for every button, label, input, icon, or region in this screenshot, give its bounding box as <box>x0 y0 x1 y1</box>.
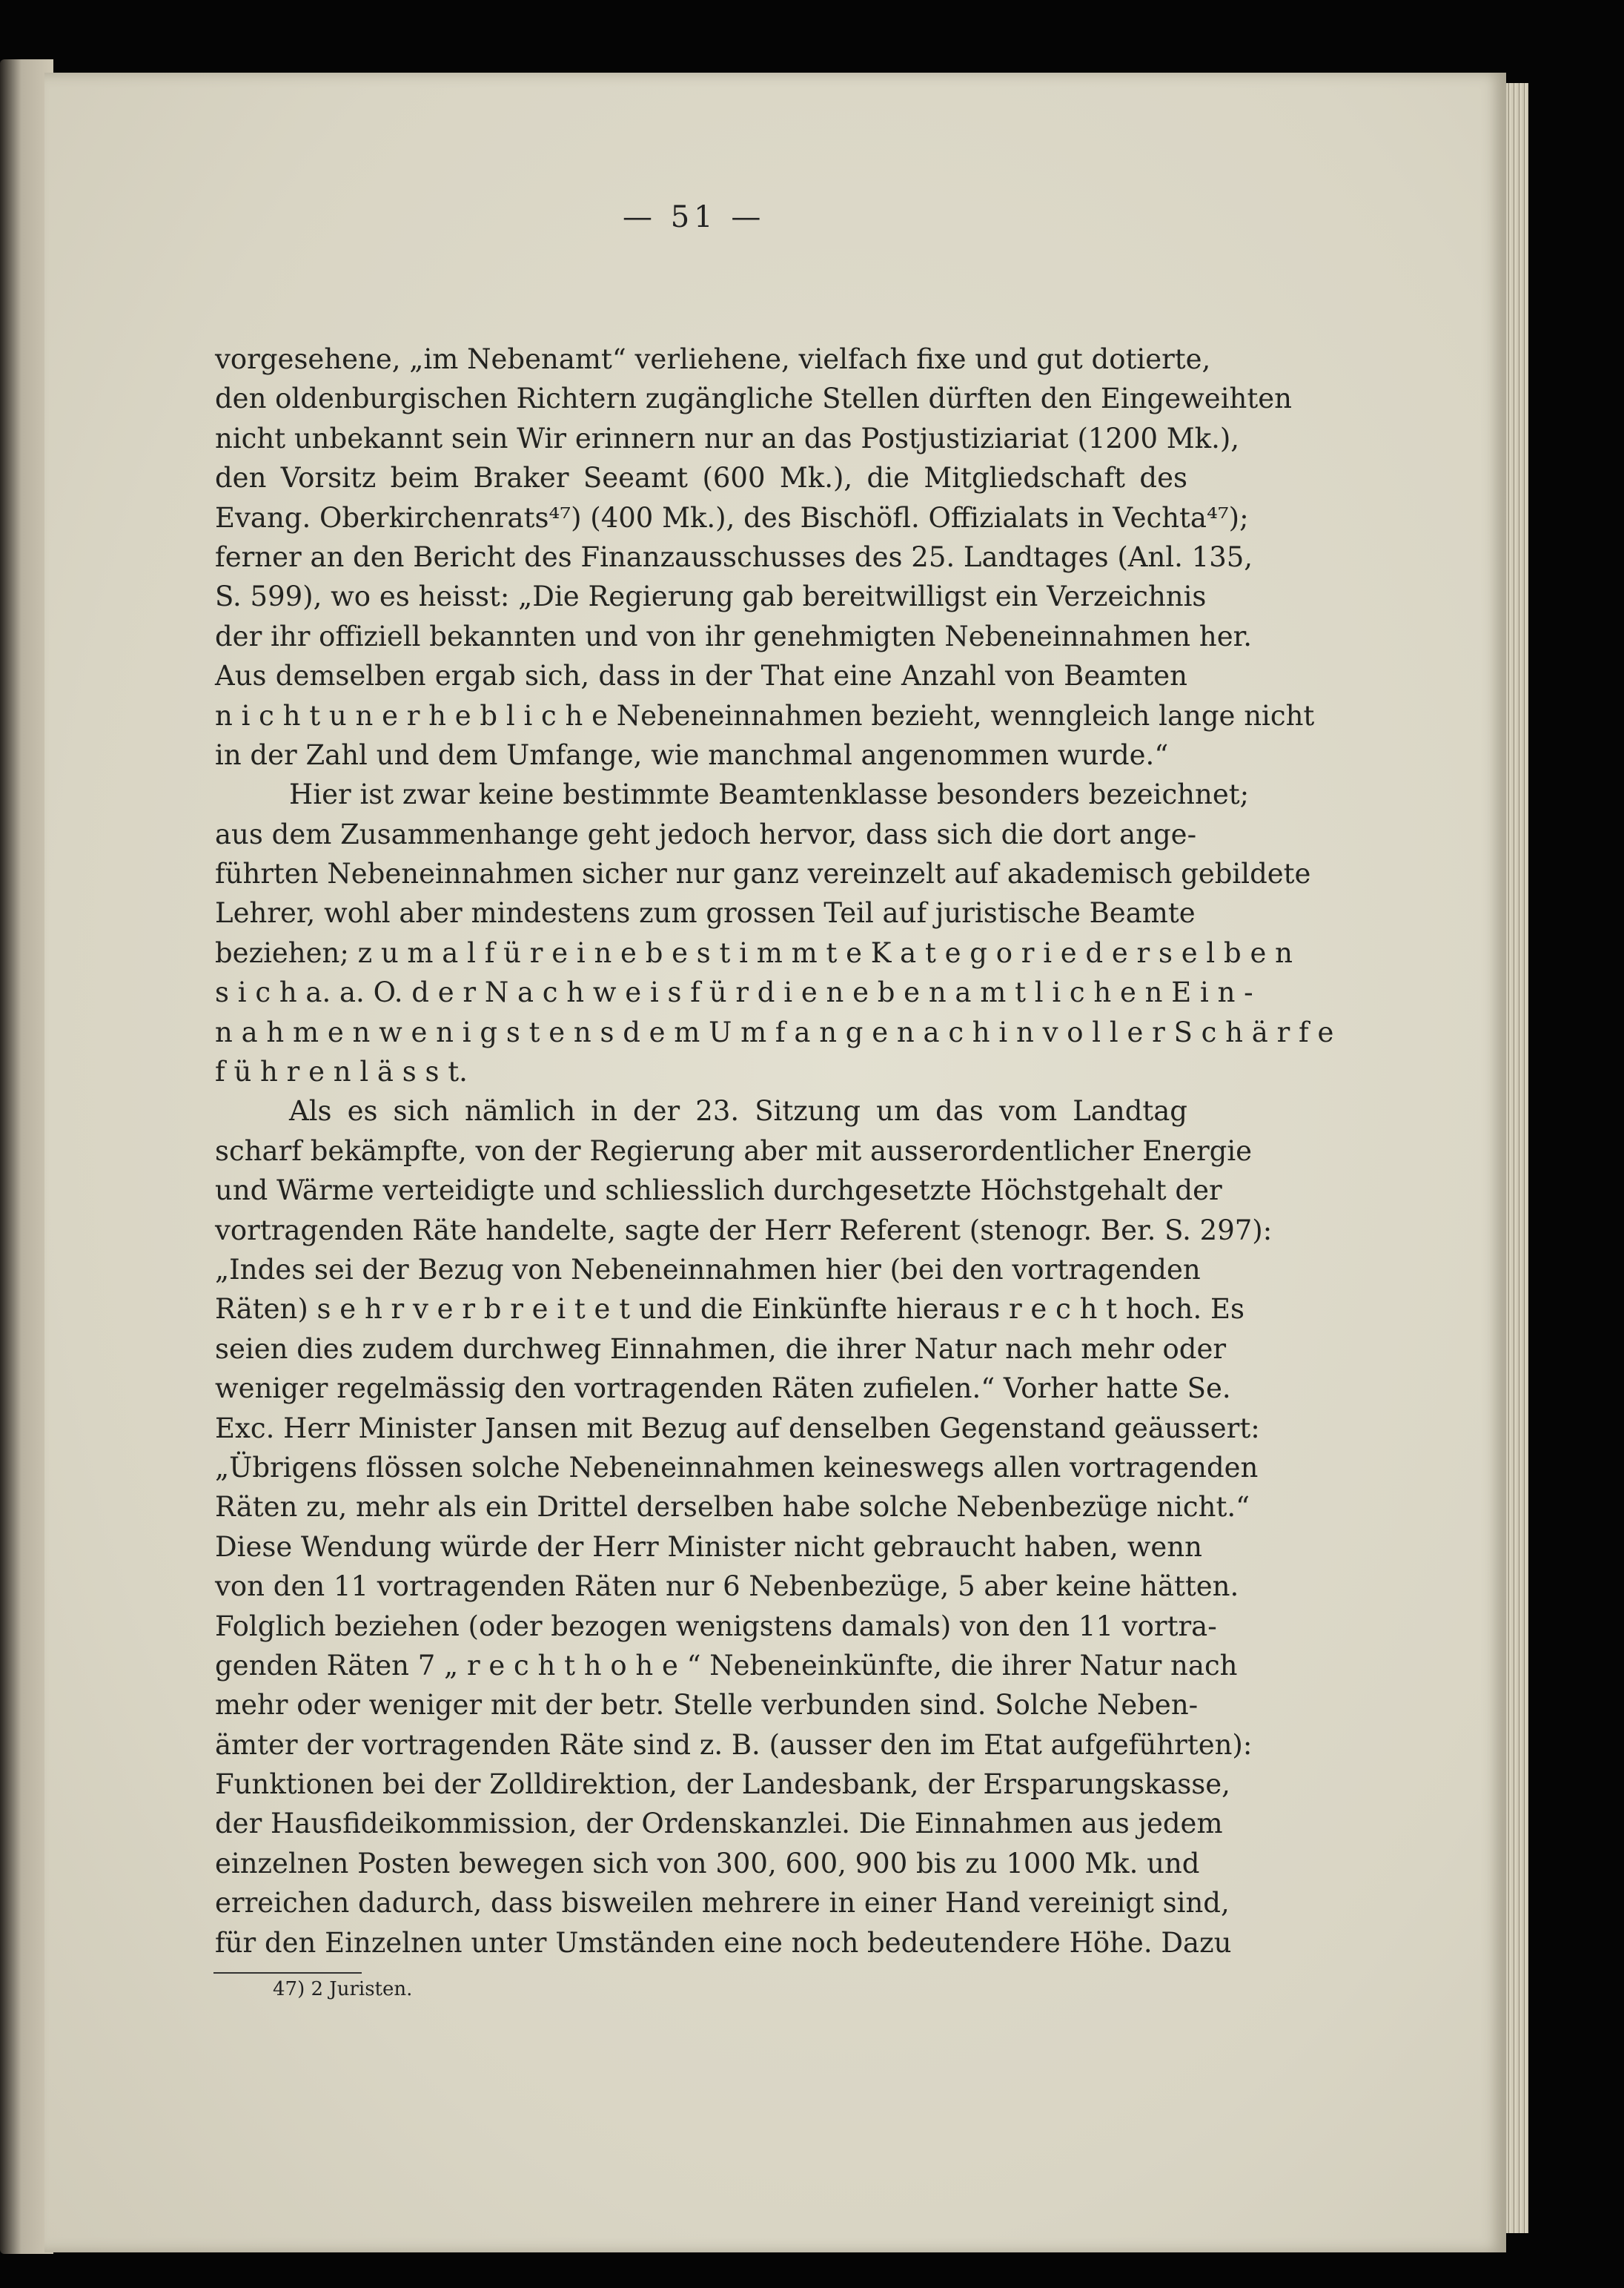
text-line: den oldenburgischen Richtern zugängliche Stellen dürften den Eingeweihten <box>215 383 1292 415</box>
text-line: s i c h a. a. O. d e r N a c h w e i s f ü r d i e n e b e n a m t l i c h e n E i n - <box>215 976 1253 1009</box>
text-line: und Wärme verteidigte und schliesslich durchgesetzte Höchstgehalt der <box>215 1174 1222 1207</box>
text-line: n i c h t u n e r h e b l i c h e Nebeneinnahmen bezieht, wenngleich lange nicht <box>215 699 1315 732</box>
text-line: „Indes sei der Bezug von Nebeneinnahmen hier (bei den vortragenden <box>215 1253 1201 1286</box>
text-line: der ihr offiziell bekannten und von ihr genehmigten Nebeneinnahmen her. <box>215 620 1252 652</box>
text-line: nicht unbekannt sein Wir erinnern nur an das Postjustiziariat (1200 Mk.), <box>215 422 1240 454</box>
text-line: den Vorsitz beim Braker Seeamt (600 Mk.), die Mitgliedschaft des <box>215 462 1187 495</box>
footnote-marker: 47) <box>273 1978 305 2000</box>
text-line: Als es sich nämlich in der 23. Sitzung um das vom Landtag <box>289 1095 1187 1128</box>
text-line: erreichen dadurch, dass bisweilen mehrere in einer Hand vereinigt sind, <box>215 1887 1230 1920</box>
paragraph <box>215 775 1334 1091</box>
text-line: der Hausfideikommission, der Ordenskanzlei. Die Einnahmen aus jedem <box>215 1808 1223 1840</box>
text-line: „Übrigens flössen solche Nebeneinnahmen keineswegs allen vortragenden <box>215 1451 1259 1484</box>
text-line: Evang. Oberkirchenrats⁴⁷) (400 Mk.), des Bischöfl. Offizialats in Vechta⁴⁷); <box>215 501 1249 534</box>
text-line: in der Zahl und dem Umfange, wie manchmal angenommen wurde.“ <box>215 738 1169 771</box>
text-line: Diese Wendung würde der Herr Minister nicht gebraucht haben, wenn <box>215 1530 1202 1563</box>
text-line: seien dies zudem durchweg Einnahmen, die ihrer Natur nach mehr oder <box>215 1332 1227 1365</box>
text-line: von den 11 vortragenden Räten nur 6 Nebenbezüge, 5 aber keine hätten. <box>215 1570 1239 1603</box>
text-line: für den Einzelnen unter Umständen eine noch bedeutendere Höhe. Dazu <box>215 1926 1232 1959</box>
text-line: Funktionen bei der Zolldirektion, der Landesbank, der Ersparungskasse, <box>215 1768 1230 1801</box>
text-line: ferner an den Bericht des Finanzausschusses des 25. Landtages (Anl. 135, <box>215 540 1253 573</box>
body-text <box>215 340 1334 1963</box>
text-line: ämter der vortragenden Räte sind z. B. (ausser den im Etat aufgeführten): <box>215 1728 1253 1761</box>
text-line: führten Nebeneinnahmen sicher nur ganz vereinzelt auf akademisch gebildete <box>215 858 1311 890</box>
text-line: mehr oder weniger mit der betr. Stelle verbunden sind. Solche Neben- <box>215 1689 1199 1722</box>
text-line: n a h m e n w e n i g s t e n s d e m U m f a n g e n a c h i n v o l l e r S c h ä r f e <box>215 1016 1334 1048</box>
text-line: Exc. Herr Minister Jansen mit Bezug auf denselben Gegenstand geäussert: <box>215 1412 1260 1444</box>
text-line: f ü h r e n l ä s s t. <box>215 1056 468 1088</box>
text-line: einzelnen Posten bewegen sich von 300, 600, 900 bis zu 1000 Mk. und <box>215 1847 1200 1879</box>
footnote-text: 2 Juristen. <box>311 1978 413 2000</box>
paragraph <box>215 1091 1273 1963</box>
text-line: weniger regelmässig den vortragenden Räten zufielen.“ Vorher hatte Se. <box>215 1372 1231 1405</box>
footnote-rule <box>213 1972 362 1974</box>
paragraph <box>215 340 1315 775</box>
text-line: Räten zu, mehr als ein Drittel derselben habe solche Nebenbezüge nicht.“ <box>215 1491 1250 1524</box>
text-line: genden Räten 7 „ r e c h t h o h e “ Nebeneinkünfte, die ihrer Natur nach <box>215 1649 1238 1682</box>
text-line: Räten) s e h r v e r b r e i t e t und die Einkünfte hieraus r e c h t hoch. Es <box>215 1293 1244 1326</box>
text-line: vortragenden Räte handelte, sagte der Herr Referent (stenogr. Ber. S. 297): <box>215 1214 1273 1246</box>
text-line: vorgesehene, „im Nebenamt“ verliehene, vielfach fixe und gut dotierte, <box>215 343 1211 375</box>
text-line: beziehen; z u m a l f ü r e i n e b e s t i m m t e K a t e g o r i e d e r s e l b e n <box>215 936 1293 969</box>
page-edges <box>1506 83 1528 2233</box>
footnote <box>273 1978 412 2000</box>
text-line: aus dem Zusammenhange geht jedoch hervor, dass sich die dort ange- <box>215 818 1197 850</box>
text-line: scharf bekämpfte, von der Regierung aber mit ausserordentlicher Energie <box>215 1134 1253 1167</box>
text-line: S. 599), wo es heisst: „Die Regierung gab bereitwilligst ein Verzeichnis <box>215 581 1207 613</box>
text-line: Aus demselben ergab sich, dass in der That eine Anzahl von Beamten <box>215 660 1187 692</box>
text-line: Folglich beziehen (oder bezogen wenigstens damals) von den 11 vortra- <box>215 1610 1217 1642</box>
text-line: Hier ist zwar keine bestimmte Beamtenklasse besonders bezeichnet; <box>289 778 1250 811</box>
text-line: Lehrer, wohl aber mindestens zum grossen Teil auf juristische Beamte <box>215 897 1196 930</box>
